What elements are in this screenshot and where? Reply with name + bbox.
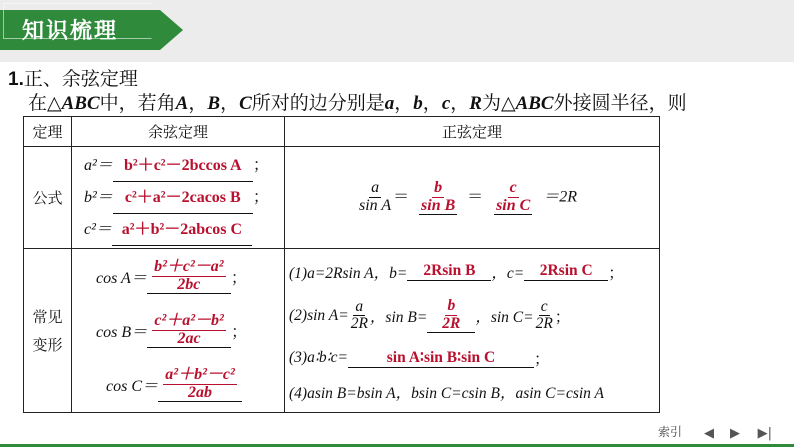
row-label-line: 变形 xyxy=(32,335,63,354)
fraction xyxy=(534,299,555,333)
fraction-denominator: 2R xyxy=(535,315,553,332)
row-label-line: 常见 xyxy=(32,307,63,326)
intro-text xyxy=(28,88,687,115)
row-label-formula: 公式 xyxy=(24,147,72,249)
intro-var: C xyxy=(239,93,252,114)
sine-formula xyxy=(285,180,659,216)
fraction-denominator: 2R xyxy=(350,315,368,332)
fraction-numerator: a²＋b²－c² xyxy=(165,365,235,383)
fraction-numerator: b xyxy=(434,178,443,196)
variant-end: ； xyxy=(231,324,248,341)
cosine-formula-line xyxy=(84,182,284,214)
fraction-denominator: 2ab xyxy=(188,383,213,401)
formula-lhs: a²＝ xyxy=(84,156,113,174)
sine-variant-line xyxy=(289,341,659,375)
variant-lhs: cos B＝ xyxy=(96,324,148,341)
intro-var: ABC xyxy=(61,93,100,114)
variant-text: (4)asin B=bsin A，bsin C=csin B，asin C=csin A xyxy=(289,384,604,402)
fraction xyxy=(419,180,457,216)
fraction xyxy=(147,259,231,295)
cosine-formula-line xyxy=(84,214,284,246)
fraction xyxy=(349,299,370,333)
equals-sign: ＝ xyxy=(467,188,484,206)
fraction-numerator: c xyxy=(540,297,548,315)
intro-var: B xyxy=(207,93,221,114)
intro-var: a xyxy=(384,93,395,114)
variant-lhs: cos C＝ xyxy=(106,378,159,395)
sine-variant-cell xyxy=(285,249,660,413)
formula-end: ； xyxy=(252,188,269,206)
play-icon[interactable]: ▶ xyxy=(730,426,740,441)
sine-variant-line xyxy=(289,291,659,341)
next-icon[interactable]: ▶| xyxy=(757,426,772,441)
intro-part: ， xyxy=(220,93,240,114)
variant-end: ； xyxy=(230,270,247,287)
cosine-variant-line xyxy=(96,304,284,358)
variant-end: ； xyxy=(533,350,550,368)
section-title: 知识梳理 xyxy=(22,19,119,44)
header-sine: 正弦定理 xyxy=(285,117,660,147)
fraction-denominator: 2R xyxy=(442,314,461,332)
intro-var: A xyxy=(175,93,189,114)
variant-answer: 2Rsin C xyxy=(524,262,608,281)
variant-text: (1)a=2Rsin A，b= xyxy=(289,264,408,282)
cosine-formula-cell xyxy=(72,147,285,249)
intro-part: 在△ xyxy=(28,93,62,114)
formula-end: ； xyxy=(252,156,269,174)
variant-text: ，sin B= xyxy=(369,308,428,326)
formula-lhs: b²＝ xyxy=(84,188,113,206)
fraction-denominator: sin C xyxy=(496,196,531,214)
fraction xyxy=(158,367,242,403)
footer xyxy=(0,421,794,447)
fraction-denominator: 2bc xyxy=(177,275,201,293)
fraction-denominator: 2ac xyxy=(177,329,201,347)
intro-var: ABC xyxy=(515,93,554,114)
heading-number: 1. xyxy=(8,69,24,90)
fraction-denominator: sin A xyxy=(359,197,392,214)
fraction-numerator: a xyxy=(371,179,380,197)
intro-part: 外接圆半径，则 xyxy=(553,93,687,114)
intro-part: ， xyxy=(422,93,442,114)
fraction xyxy=(494,180,532,216)
header-cosine: 余弦定理 xyxy=(72,117,285,147)
fraction-numerator: a xyxy=(355,297,364,315)
intro-part: 中，若角 xyxy=(99,93,176,114)
fraction-numerator: c²＋a²－b² xyxy=(154,311,224,329)
formula-table xyxy=(23,116,660,413)
heading xyxy=(8,64,138,91)
intro-part: 为△ xyxy=(481,93,516,114)
heading-text: 正、余弦定理 xyxy=(23,69,138,90)
equals-sign: ＝ xyxy=(393,188,410,206)
fraction-numerator: c xyxy=(509,178,517,196)
row-label-variant xyxy=(24,249,72,413)
variant-end: ； xyxy=(554,308,571,326)
fraction xyxy=(147,313,231,349)
fraction-numerator: b xyxy=(447,297,456,315)
variant-answer: sin A∶sin B∶sin C xyxy=(348,348,534,368)
fraction xyxy=(427,298,475,333)
sine-variant-line xyxy=(289,375,659,409)
variant-end: ； xyxy=(608,264,624,282)
variant-text: ，sin C= xyxy=(475,308,534,326)
sine-variant-line xyxy=(289,253,659,291)
intro-part: ， xyxy=(450,93,470,114)
variant-text: (2)sin A= xyxy=(289,306,349,324)
intro-var: b xyxy=(413,93,423,114)
prev-icon[interactable]: ◀ xyxy=(704,426,714,441)
intro-var: c xyxy=(441,93,451,114)
intro-part: ， xyxy=(188,93,208,114)
formula-row xyxy=(24,147,660,249)
cosine-variant-line xyxy=(96,358,284,412)
formula-answer: c²＋a²－2cacos B xyxy=(113,182,253,214)
cosine-variant-line xyxy=(96,250,284,304)
variant-text: (3)a∶b∶c= xyxy=(289,349,348,366)
intro-part: 所对的边分别是 xyxy=(251,93,385,114)
table-header-row xyxy=(24,117,660,147)
variant-answer: 2Rsin B xyxy=(407,262,491,281)
sine-formula-cell xyxy=(285,147,660,249)
variant-text: ，c= xyxy=(491,264,525,282)
cosine-variant-cell xyxy=(72,249,285,413)
formula-tail: ＝2R xyxy=(543,188,577,206)
header-theorem: 定理 xyxy=(24,117,72,147)
intro-part: ， xyxy=(394,93,414,114)
formula-lhs: c²＝ xyxy=(84,220,112,238)
variant-row xyxy=(24,249,660,413)
variant-lhs: cos A＝ xyxy=(96,270,147,287)
index-link[interactable]: 索引 xyxy=(657,425,682,439)
fraction xyxy=(357,180,393,215)
formula-answer: a²＋b²－2abcos C xyxy=(112,214,252,246)
formula-answer: b²＋c²－2bccos A xyxy=(113,150,253,182)
fraction-numerator: b²＋c²－a² xyxy=(154,257,224,275)
fraction-denominator: sin B xyxy=(421,196,456,214)
cosine-formula-line xyxy=(84,150,284,182)
intro-var: R xyxy=(469,93,482,114)
